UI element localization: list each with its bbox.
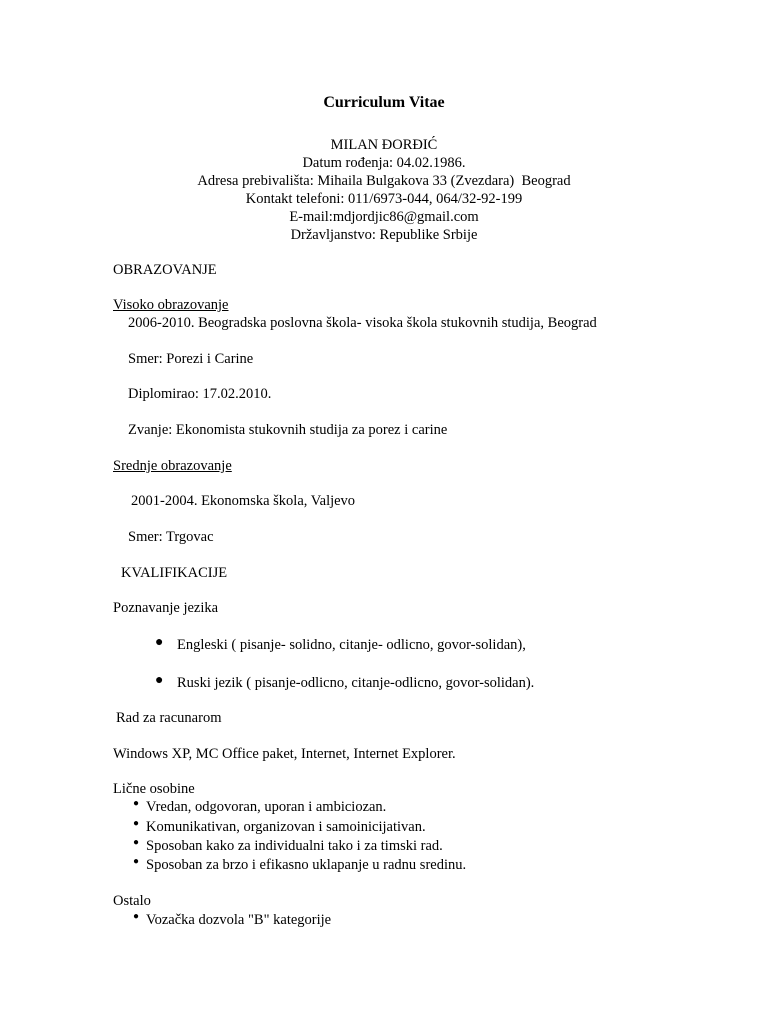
secondary-education-school: 2001-2004. Ekonomska škola, Valjevo <box>131 493 356 509</box>
personal-trait-item: Sposoban za brzo i efikasno uklapanje u radnu sredinu. <box>146 857 467 873</box>
phone-numbers: Kontakt telefoni: 011/6973-044, 064/32-92-199 <box>245 191 523 207</box>
personal-trait-item: Vredan, odgovoran, uporan i ambiciozan. <box>146 799 387 815</box>
address: Adresa prebivališta: Mihaila Bulgakova 33 (Zvezdara) Beograd <box>197 173 571 189</box>
document-title: Curriculum Vitae <box>323 94 445 111</box>
qualifications-heading: KVALIFIKACIJE <box>121 565 228 581</box>
bullet-icon: ● <box>133 911 140 922</box>
bullet-icon: ● <box>155 635 164 650</box>
bullet-icon: ● <box>133 856 140 867</box>
higher-education-school: 2006-2010. Beogradska poslovna škola- visoka škola stukovnih studija, Beograd <box>128 315 597 331</box>
citizenship: Državljanstvo: Republike Srbije <box>290 227 478 243</box>
bullet-icon: ● <box>133 837 140 848</box>
full-name: MILAN ĐORĐIĆ <box>330 137 438 153</box>
personal-traits-heading: Lične osobine <box>113 781 195 797</box>
graduation-date: Diplomirao: 17.02.2010. <box>128 386 272 402</box>
birth-date: Datum rođenja: 04.02.1986. <box>302 155 466 171</box>
computer-skills: Windows XP, MC Office paket, Internet, Internet Explorer. <box>113 746 456 762</box>
bullet-icon: ● <box>133 818 140 829</box>
computer-heading: Rad za racunarom <box>116 710 222 726</box>
secondary-education-major: Smer: Trgovac <box>128 529 214 545</box>
other-item: Vozačka dozvola "B" kategorije <box>146 912 332 928</box>
secondary-education-heading: Srednje obrazovanje <box>113 458 232 474</box>
other-heading: Ostalo <box>113 893 151 909</box>
languages-heading: Poznavanje jezika <box>113 600 219 616</box>
language-item: Engleski ( pisanje- solidno, citanje- odlicno, govor-solidan), <box>177 637 526 653</box>
email: E-mail:mdjordjic86@gmail.com <box>289 209 479 225</box>
language-item: Ruski jezik ( pisanje-odlicno, citanje-odlicno, govor-solidan). <box>177 675 535 691</box>
personal-trait-item: Sposoban kako za individualni tako i za timski rad. <box>146 838 443 854</box>
personal-info <box>0 136 768 244</box>
personal-trait-item: Komunikativan, organizovan i samoinicijativan. <box>146 819 426 835</box>
bullet-icon: ● <box>155 673 164 688</box>
bullet-icon: ● <box>133 798 140 809</box>
higher-education-heading: Visoko obrazovanje <box>113 297 229 313</box>
education-heading: OBRAZOVANJE <box>113 262 217 278</box>
academic-title: Zvanje: Ekonomista stukovnih studija za porez i carine <box>128 422 448 438</box>
higher-education-major: Smer: Porezi i Carine <box>128 351 254 367</box>
